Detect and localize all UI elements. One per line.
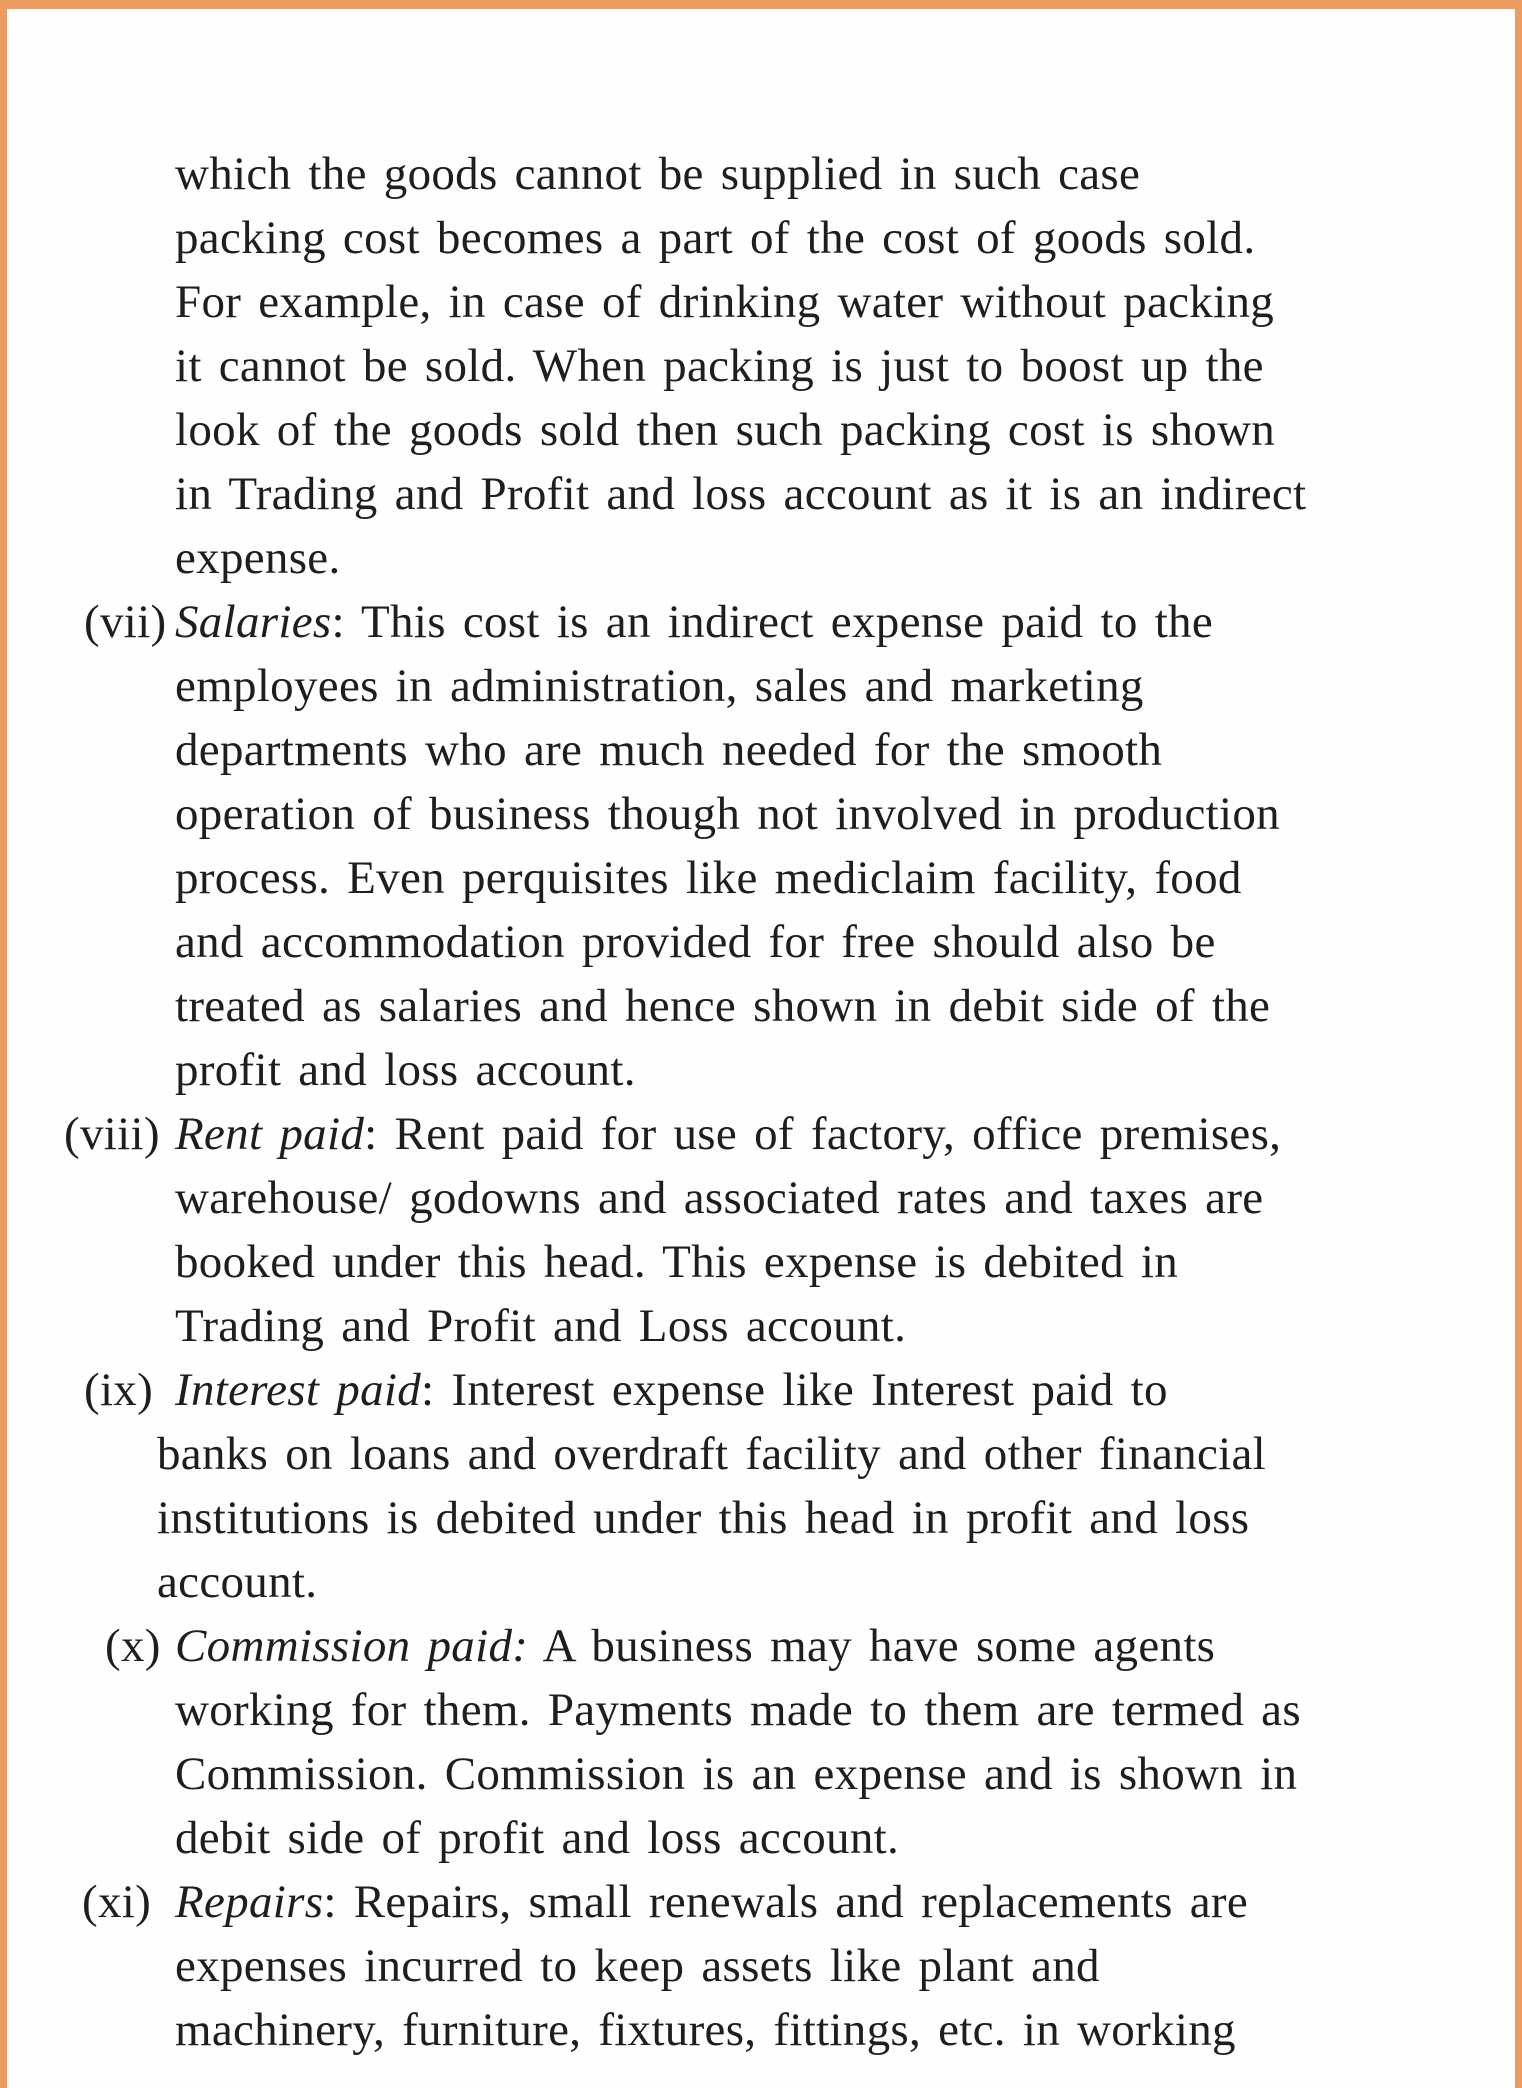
list-item-vii-first-line	[7, 590, 1522, 654]
text-line: departments who are much needed for the smooth	[175, 724, 1163, 776]
text-line: For example, in case of drinking water without packing	[175, 276, 1275, 328]
text-line: institutions is debited under this head in profit and loss	[157, 1492, 1250, 1544]
text-line: process. Even perquisites like mediclaim facility, food	[175, 852, 1242, 904]
text-line: employees in administration, sales and marketing	[175, 660, 1144, 712]
item-first-line	[7, 1358, 1168, 1422]
text-line: Trading and Profit and Loss account.	[175, 1300, 907, 1352]
item-first-line-rest: : Repairs, small renewals and replacements are	[323, 1876, 1248, 1928]
item-term: Rent paid	[175, 1108, 365, 1160]
text-line: warehouse/ godowns and associated rates and taxes are	[175, 1172, 1264, 1224]
text-line: operation of business though not involved in production	[175, 788, 1280, 840]
item-first-line-rest: A business may have some agents	[528, 1620, 1216, 1672]
item-label: (vii)	[84, 596, 167, 648]
text-line: expense.	[175, 532, 341, 584]
item-term: Commission paid:	[175, 1620, 529, 1672]
item-label: (x)	[105, 1620, 161, 1672]
item-label: (ix)	[84, 1364, 154, 1416]
text-line: look of the goods sold then such packing cost is shown	[175, 404, 1276, 456]
text-line: working for them. Payments made to them are termed as	[175, 1684, 1301, 1736]
item-first-line-rest: : Interest expense like Interest paid to	[421, 1364, 1168, 1416]
text-line: profit and loss account.	[175, 1044, 636, 1096]
page-text	[7, 142, 1522, 2062]
item-first-line	[7, 590, 1213, 654]
text-line: machinery, furniture, fixtures, fittings, etc. in working	[175, 2004, 1236, 2056]
text-line: and accommodation provided for free should also be	[175, 916, 1216, 968]
text-line: Commission. Commission is an expense and is shown in	[175, 1748, 1298, 1800]
item-term: Interest paid	[175, 1364, 422, 1416]
text-line: which the goods cannot be supplied in such case	[175, 148, 1141, 200]
item-term: Salaries	[175, 596, 332, 648]
text-line: debit side of profit and loss account.	[175, 1812, 900, 1864]
item-label: (viii)	[64, 1108, 160, 1160]
item-first-line-rest: : This cost is an indirect expense paid to the	[331, 596, 1214, 648]
item-label: (xi)	[82, 1876, 152, 1928]
text-line: banks on loans and overdraft facility and other financial	[157, 1428, 1266, 1480]
text-line: it cannot be sold. When packing is just to boost up the	[175, 340, 1264, 392]
text-line: packing cost becomes a part of the cost of goods sold.	[175, 212, 1256, 264]
text-line: account.	[157, 1556, 318, 1608]
item-first-line	[7, 1102, 1281, 1166]
text-line: treated as salaries and hence shown in debit side of the	[175, 980, 1271, 1032]
list-item-x-first-line	[7, 1614, 1522, 1678]
item-first-line	[7, 1870, 1248, 1934]
text-line: expenses incurred to keep assets like plant and	[175, 1940, 1100, 1992]
text-line: booked under this head. This expense is debited in	[175, 1236, 1179, 1288]
list-item-viii-first-line	[7, 1102, 1522, 1166]
item-first-line-rest: : Rent paid for use of factory, office premises,	[364, 1108, 1282, 1160]
item-first-line	[7, 1614, 1215, 1678]
text-line: in Trading and Profit and loss account as it is an indirect	[175, 468, 1307, 520]
list-item-xi-first-line	[7, 1870, 1522, 1934]
list-item-ix-first-line	[7, 1358, 1522, 1422]
item-term: Repairs	[175, 1876, 324, 1928]
